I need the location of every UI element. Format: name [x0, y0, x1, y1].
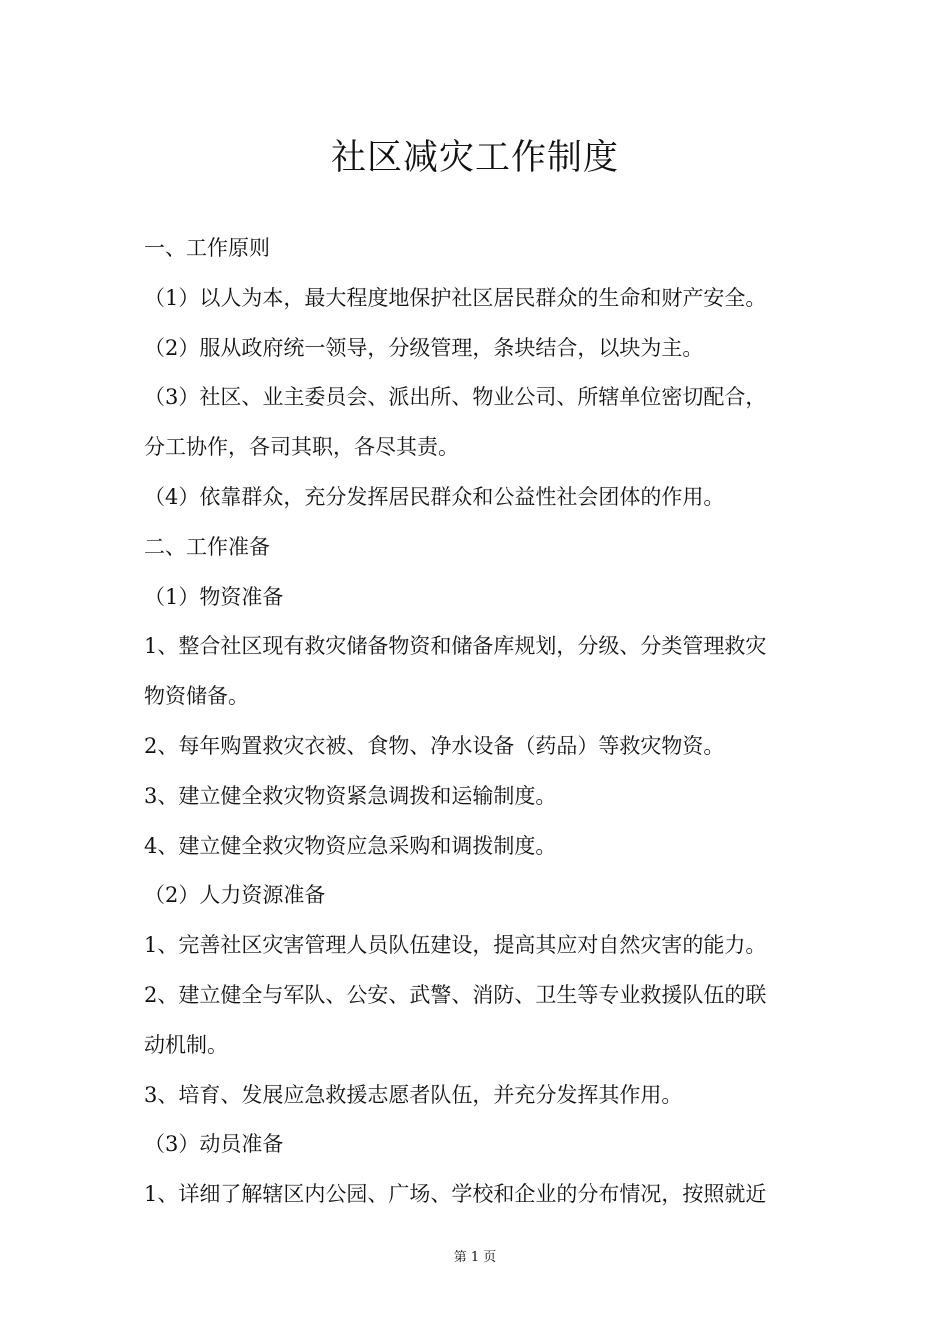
- document-title: 社区减灾工作制度: [330, 138, 619, 178]
- paragraph-line: （1）以人为本，最大程度地保护社区居民群众的生命和财产安全。: [144, 285, 767, 310]
- document-body: [144, 224, 824, 1220]
- paragraph-line: 分工协作，各司其职，各尽其责。: [144, 435, 459, 460]
- paragraph-line: 4、建立健全救灾物资应急采购和调拨制度。: [144, 833, 557, 858]
- paragraph-line: 1、详细了解辖区内公园、广场、学校和企业的分布情况，按照就近: [144, 1182, 767, 1207]
- paragraph-line: 2、建立健全与军队、公安、武警、消防、卫生等专业救援队伍的联: [144, 982, 767, 1007]
- paragraph-line: （2）服从政府统一领导，分级管理，条块结合，以块为主。: [144, 335, 704, 360]
- paragraph-line: 3、培育、发展应急救援志愿者队伍，并充分发挥其作用。: [144, 1082, 683, 1107]
- paragraph-line: （2）人力资源准备: [144, 883, 326, 908]
- paragraph-line: 二、工作准备: [144, 534, 270, 559]
- paragraph-line: 1、完善社区灾害管理人员队伍建设，提高其应对自然灾害的能力。: [144, 933, 767, 958]
- paragraph-line: （4）依靠群众，充分发挥居民群众和公益性社会团体的作用。: [144, 484, 725, 509]
- paragraph-line: 2、每年购置救灾衣被、食物、净水设备（药品）等救灾物资。: [144, 733, 725, 758]
- paragraph-line: （3）社区、业主委员会、派出所、物业公司、所辖单位密切配合，: [144, 385, 767, 410]
- page-number-footer: 第 1 页: [453, 1250, 497, 1265]
- paragraph-line: （3）动员准备: [144, 1132, 284, 1157]
- paragraph-line: 物资储备。: [144, 684, 249, 709]
- paragraph-line: 3、建立健全救灾物资紧急调拨和运输制度。: [144, 783, 557, 808]
- paragraph-line: 1、整合社区现有救灾储备物资和储备库规划，分级、分类管理救灾: [144, 634, 767, 659]
- paragraph-line: 一、工作原则: [144, 236, 270, 260]
- paragraph-line: 动机制。: [144, 1032, 228, 1057]
- paragraph-line: （1）物资准备: [144, 584, 284, 609]
